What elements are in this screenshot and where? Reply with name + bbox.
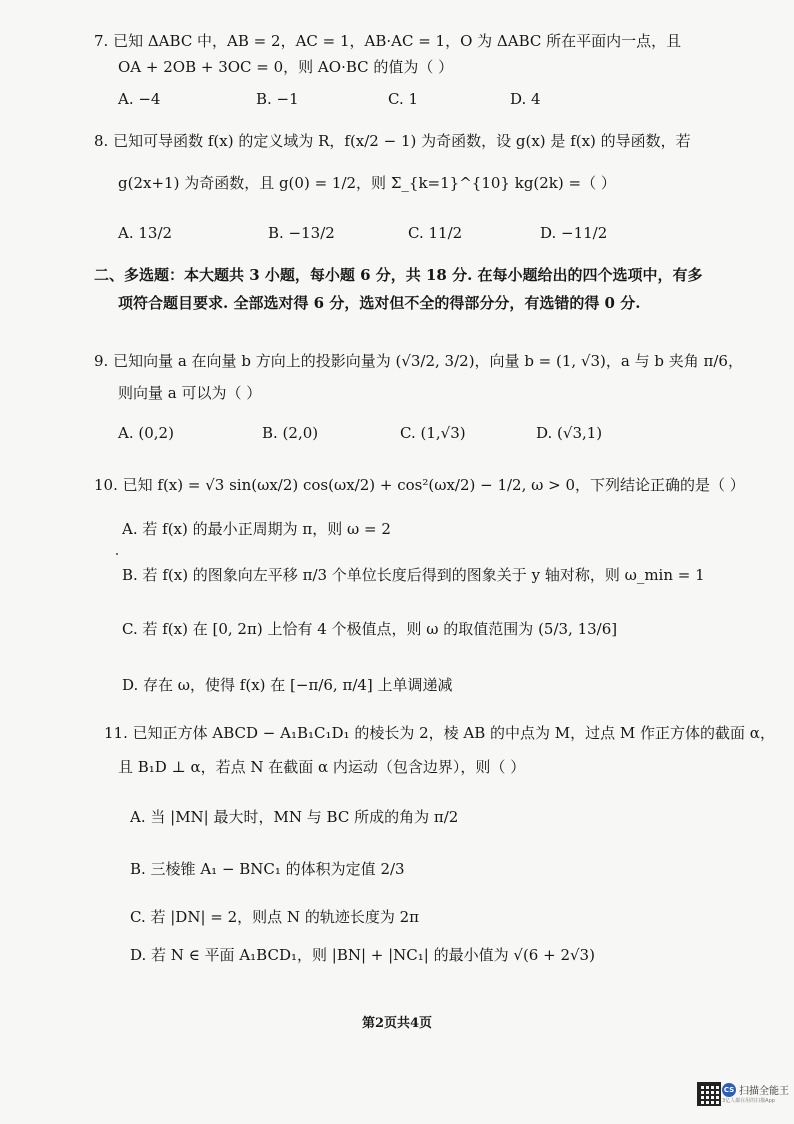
scanner-logo-icon: CS	[722, 1083, 736, 1097]
q9-option-a: A. (0,2)	[118, 424, 174, 442]
q9-line1: 9. 已知向量 a 在向量 b 方向上的投影向量为 (√3/2, 3/2)，向量 b = (1, √3)，a 与 b 夹角 π/6，	[94, 352, 743, 370]
qr-code-icon	[697, 1082, 721, 1106]
scanner-tagline: 3亿人都在用的扫描App	[722, 1098, 775, 1104]
q8-line1: 8. 已知可导函数 f(x) 的定义域为 R，f(x/2 − 1) 为奇函数，设 g(x) 是 f(x) 的导函数，若	[94, 132, 691, 150]
section2-heading-line2: 项符合题目要求. 全部选对得 6 分，选对但不全的得部分分，有选错的得 0 分.	[118, 294, 641, 312]
q9-option-d: D. (√3,1)	[536, 424, 603, 442]
q7-option-a: A. −4	[118, 90, 161, 108]
q7-line1: 7. 已知 ΔABC 中，AB = 2，AC = 1，AB·AC = 1，O 为 ΔABC 所在平面内一点，且	[94, 32, 682, 50]
q10-option-b: B. 若 f(x) 的图象向左平移 π/3 个单位长度后得到的图象关于 y 轴对称，则 ω_min = 1	[122, 566, 705, 584]
q9-line2: 则向量 a 可以为（ ）	[118, 384, 262, 402]
q11-option-d: D. 若 N ∈ 平面 A₁BCD₁，则 |BN| + |NC₁| 的最小值为 √(6 + 2√3)	[130, 946, 595, 964]
q9-option-c: C. (1,√3)	[400, 424, 466, 442]
q8-option-c: C. 11/2	[408, 224, 463, 242]
page-footer: 第2页共4页	[361, 1016, 433, 1031]
q8-option-d: D. −11/2	[540, 224, 608, 242]
q9-option-b: B. (2,0)	[262, 424, 319, 442]
q8-option-a: A. 13/2	[118, 224, 173, 242]
q7-option-d: D. 4	[510, 90, 541, 108]
q8-line2: g(2x+1) 为奇函数，且 g(0) = 1/2，则 Σ_{k=1}^{10} kg(2k) =（ ）	[118, 174, 616, 192]
scanner-watermark	[722, 1082, 789, 1097]
q11-option-b: B. 三棱锥 A₁ − BNC₁ 的体积为定值 2/3	[130, 860, 405, 878]
q7-option-b: B. −1	[256, 90, 299, 108]
q7-line2: OA + 2OB + 3OC = 0，则 AO·BC 的值为（ ）	[118, 58, 454, 76]
scan-speck	[116, 553, 118, 555]
q11-option-a: A. 当 |MN| 最大时，MN 与 BC 所成的角为 π/2	[130, 808, 459, 826]
q10-line1: 10. 已知 f(x) = √3 sin(ωx/2) cos(ωx/2) + cos²(ωx/2) − 1/2, ω > 0，下列结论正确的是（ ）	[94, 476, 745, 494]
scanner-label: 扫描全能王	[739, 1086, 789, 1097]
q10-option-d: D. 存在 ω，使得 f(x) 在 [−π/6, π/4] 上单调递减	[122, 676, 453, 694]
q11-option-c: C. 若 |DN| = 2，则点 N 的轨迹长度为 2π	[130, 908, 419, 926]
q10-option-c: C. 若 f(x) 在 [0, 2π) 上恰有 4 个极值点，则 ω 的取值范围为 (5/3, 13/6]	[122, 620, 618, 638]
q7-option-c: C. 1	[388, 90, 419, 108]
q11-line2: 且 B₁D ⊥ α，若点 N 在截面 α 内运动（包含边界），则（ ）	[118, 758, 526, 776]
q10-option-a: A. 若 f(x) 的最小正周期为 π，则 ω = 2	[122, 520, 391, 538]
q11-line1: 11. 已知正方体 ABCD − A₁B₁C₁D₁ 的棱长为 2，棱 AB 的中点为 M，过点 M 作正方体的截面 α，	[104, 724, 775, 742]
section2-heading-line1: 二、多选题：本大题共 3 小题，每小题 6 分，共 18 分. 在每小题给出的四个选项中，有多	[94, 266, 703, 284]
q8-option-b: B. −13/2	[268, 224, 335, 242]
